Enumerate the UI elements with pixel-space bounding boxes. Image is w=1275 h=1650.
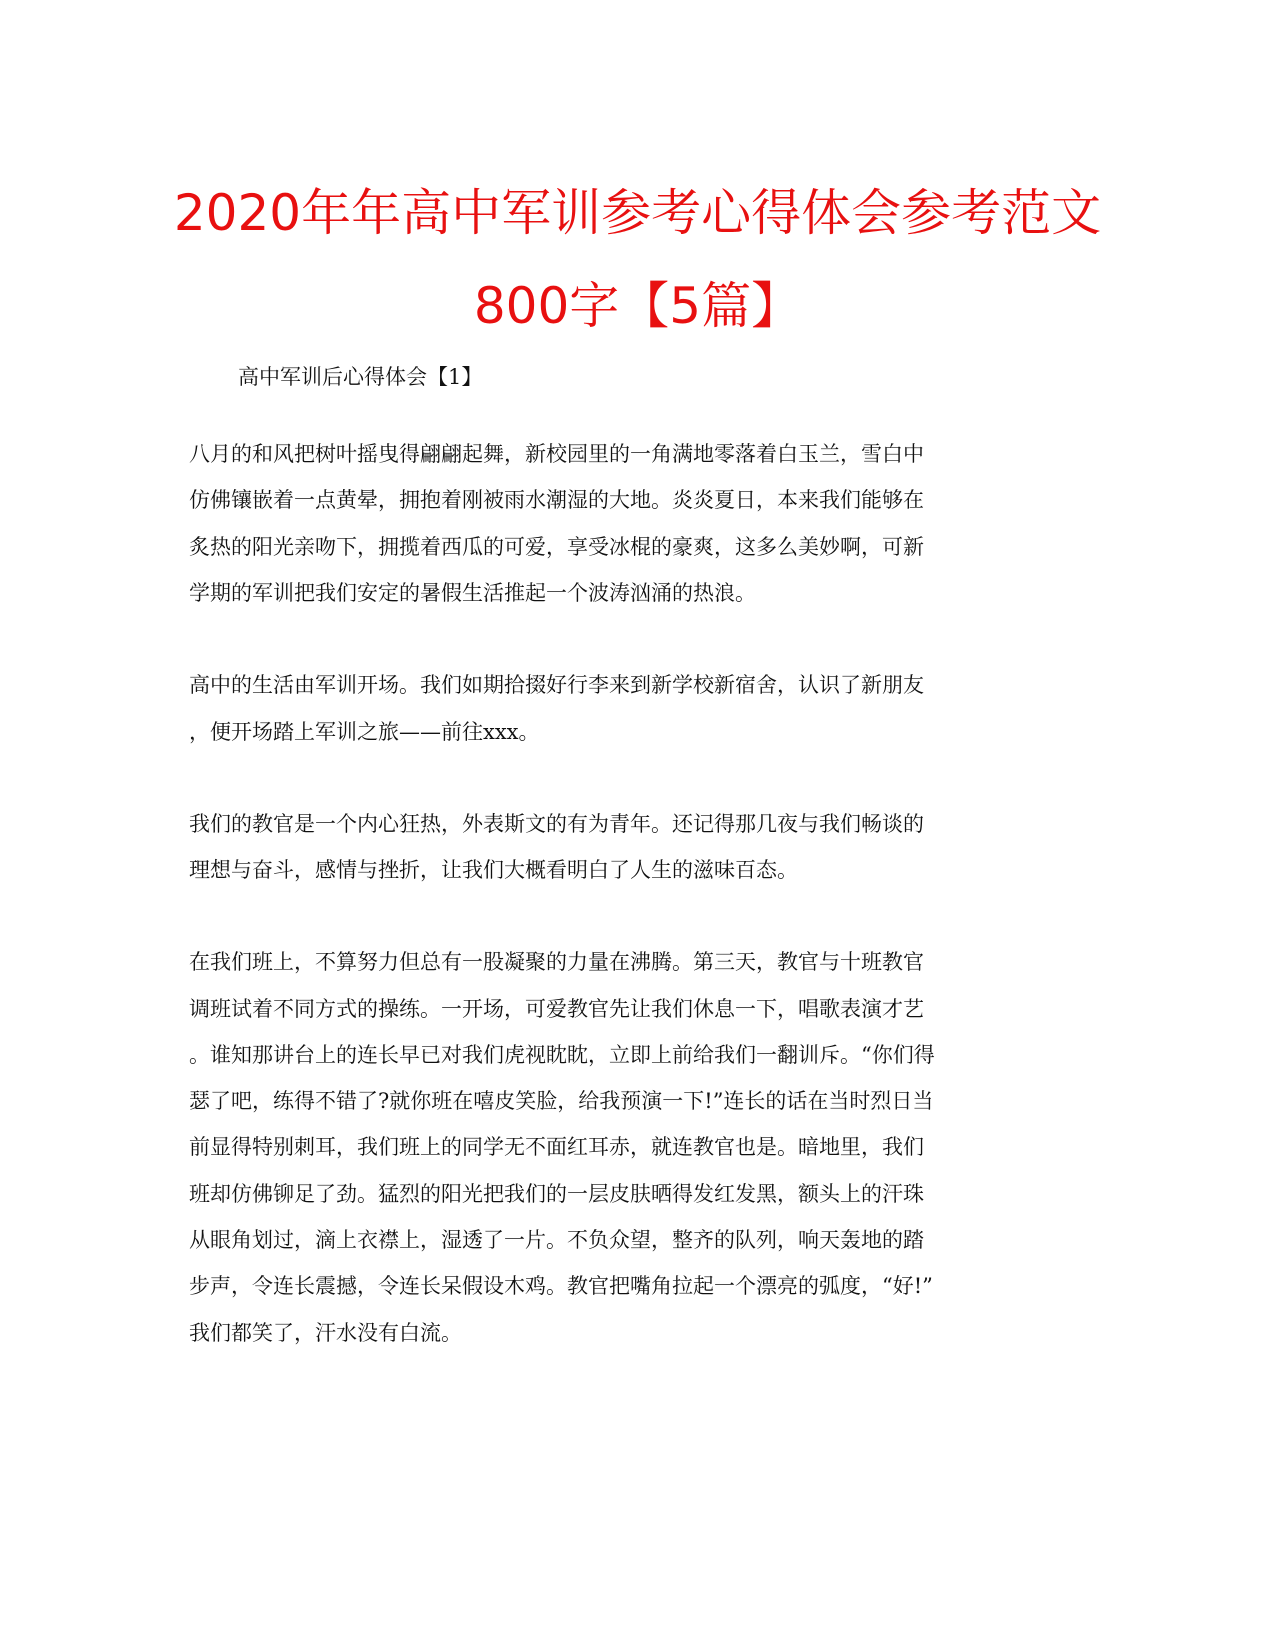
paragraph-line: 班却仿佛铆足了劲。猛烈的阳光把我们的一层皮肤晒得发红发黑，额头上的汗珠 bbox=[189, 1182, 924, 1206]
paragraph-line: 。谁知那讲台上的连长早已对我们虎视眈眈，立即上前给我们一翻训斥。“你们得 bbox=[189, 1043, 935, 1067]
document-title-line-2: 800字【5篇】 bbox=[473, 277, 802, 335]
paragraph-line: 理想与奋斗，感情与挫折，让我们大概看明白了人生的滋味百态。 bbox=[189, 858, 798, 882]
paragraph-line: 我们都笑了，汗水没有白流。 bbox=[189, 1321, 462, 1345]
paragraph-line: 调班试着不同方式的操练。一开场，可爱教官先让我们休息一下，唱歌表演才艺 bbox=[189, 997, 924, 1021]
paragraph-line: 步声，令连长震撼，令连长呆假设木鸡。教官把嘴角拉起一个漂亮的弧度，“好!” bbox=[189, 1274, 933, 1298]
paragraph-line: 在我们班上，不算努力但总有一股凝聚的力量在沸腾。第三天，教官与十班教官 bbox=[189, 950, 924, 974]
document-title-line-1: 2020年年高中军训参考心得体会参考范文 bbox=[173, 184, 1102, 242]
paragraph-line: 高中的生活由军训开场。我们如期拾掇好行李来到新学校新宿舍，认识了新朋友 bbox=[189, 673, 924, 697]
section-heading: 高中军训后心得体会【1】 bbox=[238, 365, 483, 389]
paragraph-line: 仿佛镶嵌着一点黄晕，拥抱着刚被雨水潮湿的大地。炎炎夏日，本来我们能够在 bbox=[189, 488, 924, 512]
paragraph-line: 八月的和风把树叶摇曳得翩翩起舞，新校园里的一角满地零落着白玉兰，雪白中 bbox=[189, 442, 924, 466]
paragraph-line: 炙热的阳光亲吻下，拥揽着西瓜的可爱，享受冰棍的豪爽，这多么美妙啊，可新 bbox=[189, 535, 924, 559]
paragraph-line: 从眼角划过，滴上衣襟上，湿透了一片。不负众望，整齐的队列，响天轰地的踏 bbox=[189, 1228, 924, 1252]
paragraph-line: 我们的教官是一个内心狂热，外表斯文的有为青年。还记得那几夜与我们畅谈的 bbox=[189, 812, 924, 836]
paragraph-line: ，便开场踏上军训之旅——前往xxx。 bbox=[189, 720, 540, 744]
paragraph-line: 前显得特别刺耳，我们班上的同学无不面红耳赤，就连教官也是。暗地里，我们 bbox=[189, 1135, 924, 1159]
paragraph-line: 学期的军训把我们安定的暑假生活推起一个波涛汹涌的热浪。 bbox=[189, 581, 756, 605]
paragraph-line: 瑟了吧，练得不错了?就你班在嘻皮笑脸，给我预演一下!”连长的话在当时烈日当 bbox=[189, 1089, 934, 1113]
